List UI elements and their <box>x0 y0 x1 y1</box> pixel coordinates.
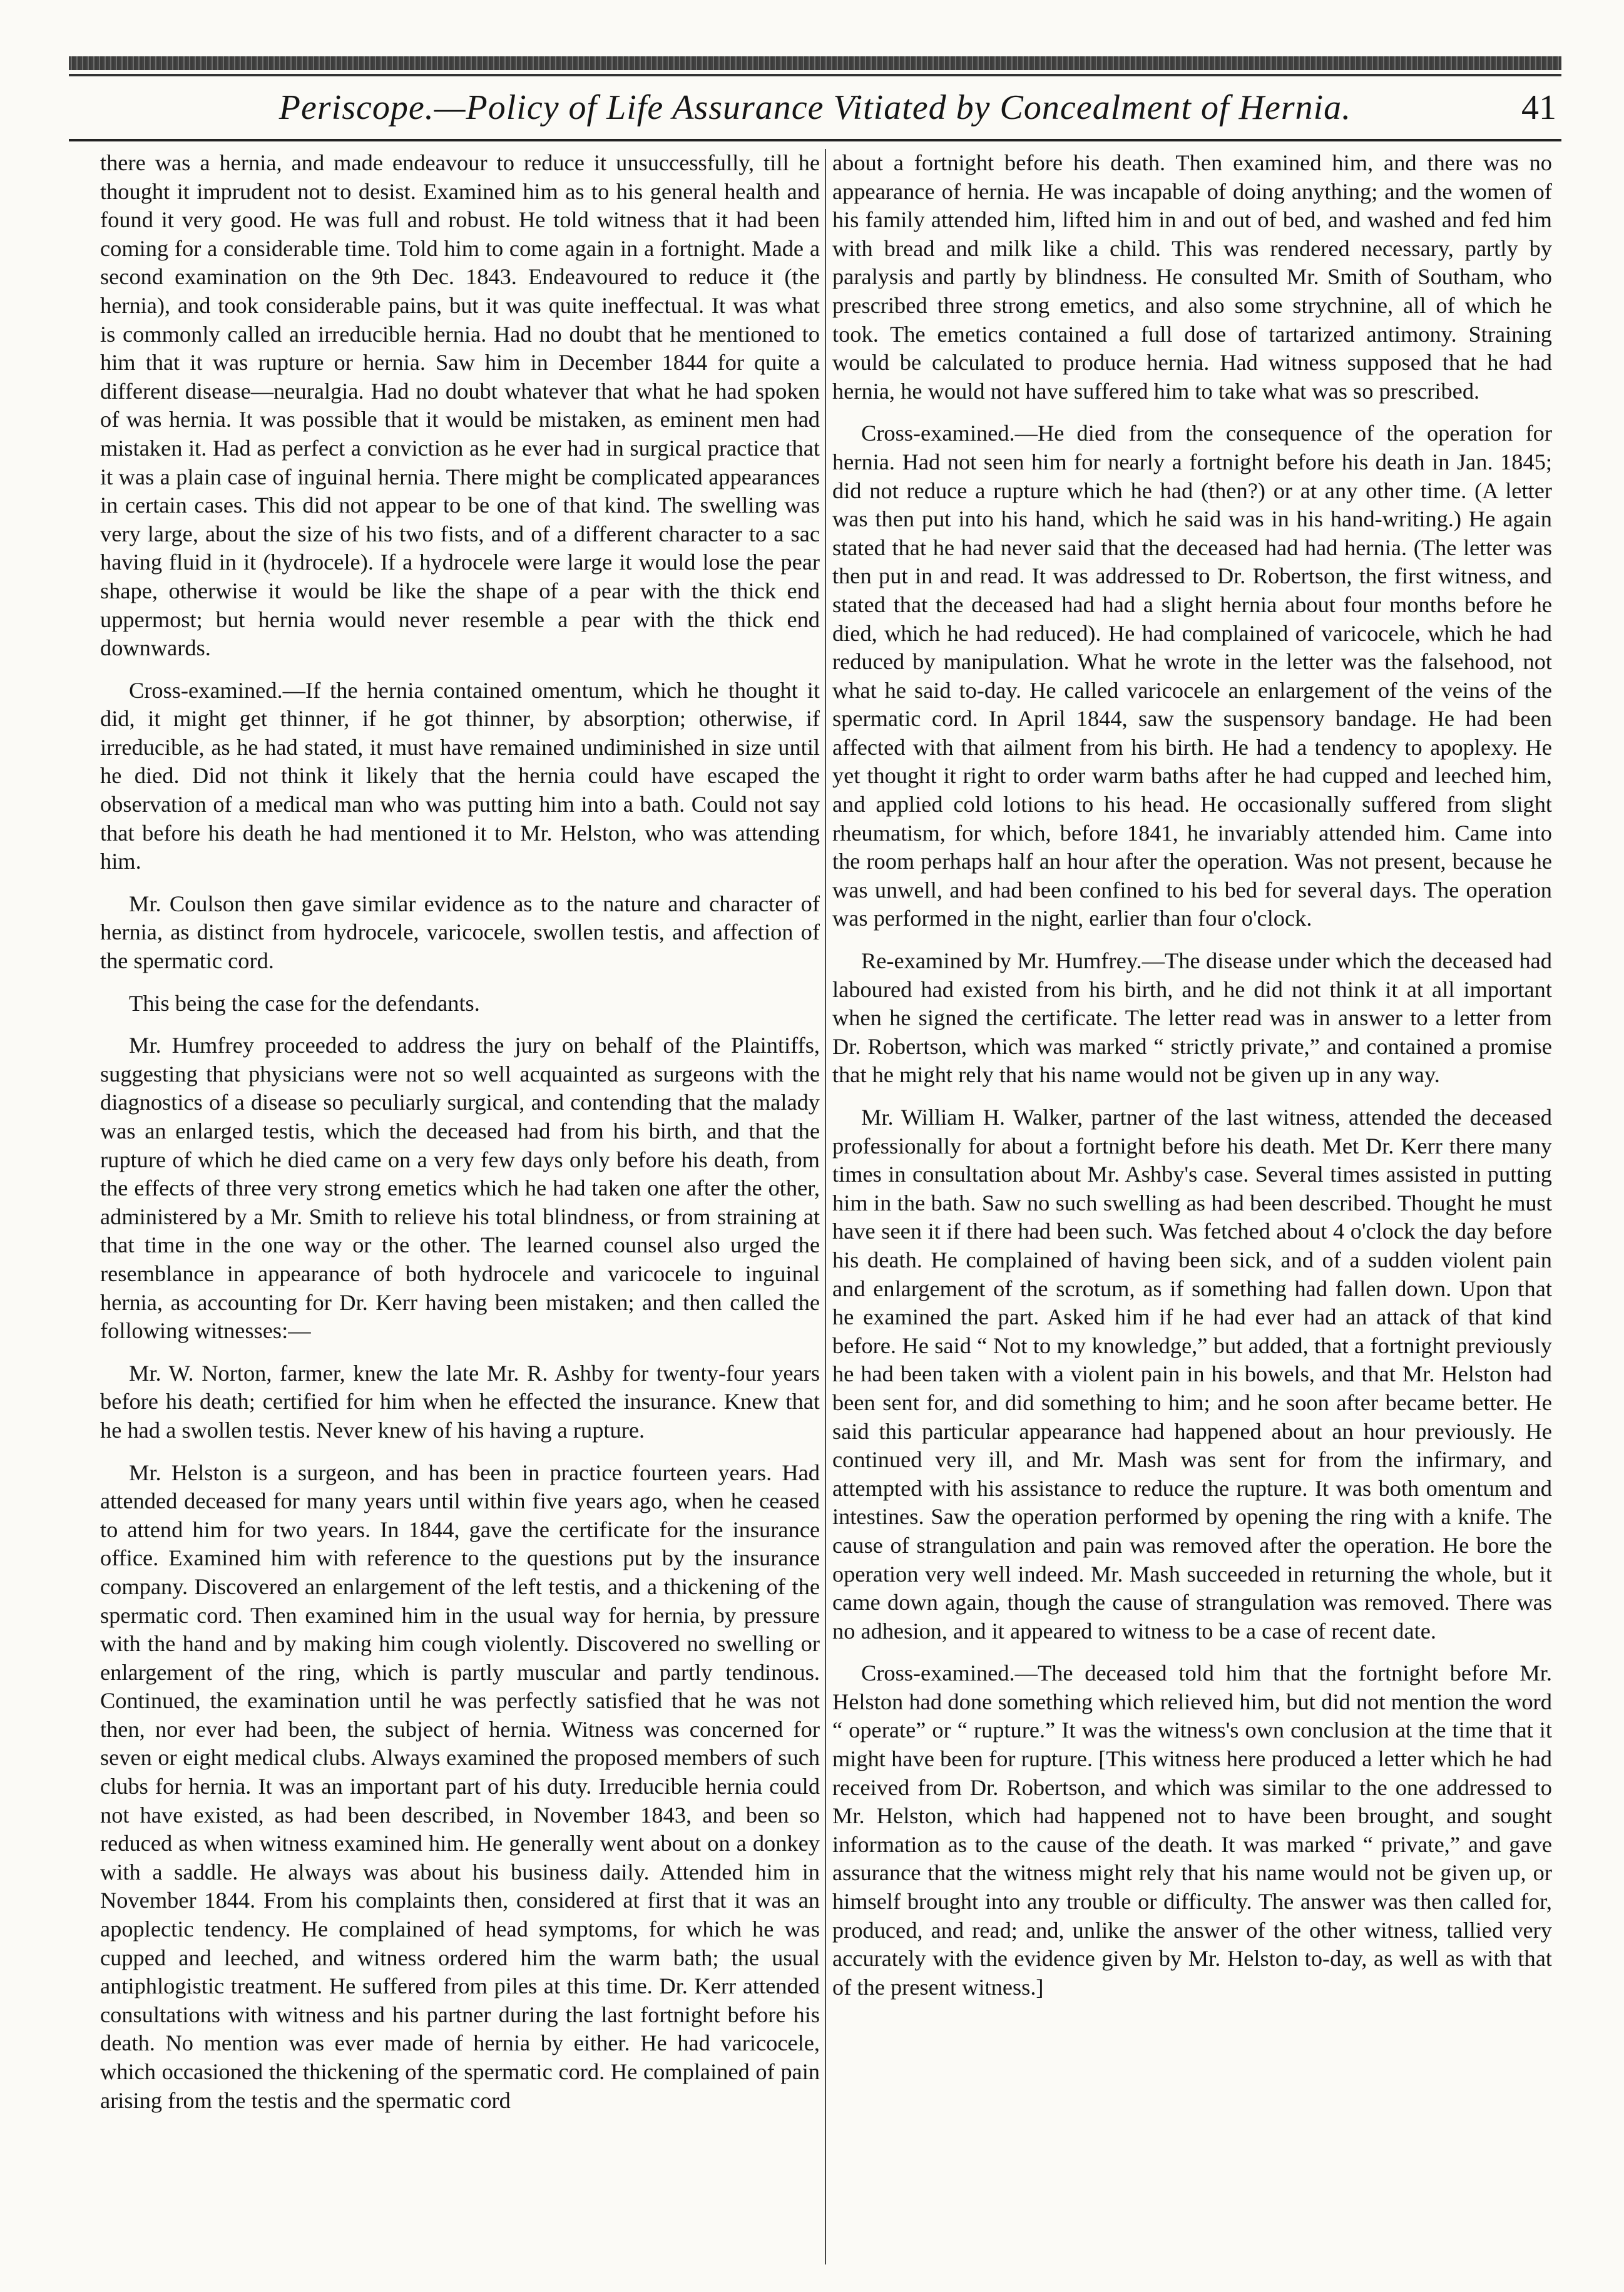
paragraph: This being the case for the defendants. <box>129 990 480 1016</box>
page-number: 41 <box>1521 88 1556 127</box>
header-rule <box>69 139 1561 141</box>
left-column <box>100 149 820 2271</box>
running-title: Periscope.—Policy of Life Assurance Vitiated by Concealment of Hernia. <box>278 88 1352 127</box>
paragraph: Mr. Coulson then gave similar evidence as to the nature and character of hernia, as distinct from hydrocele, varicocele, swollen testis, and affection of the spermatic cord. <box>100 891 820 974</box>
paragraph: Mr. W. Norton, farmer, knew the late Mr. R. Ashby for twenty-four years before his death; certified for him when he effected the insurance. Knew that he had a swollen testis. Never knew of his having a rupture. <box>100 1360 820 1443</box>
paragraph: there was a hernia, and made endeavour to reduce it unsuccessfully, till he thought it imprudent not to desist. Examined him as to his general health and found it very good. He was full and robust. He told witness that it had been coming for a considerable time. Told him to come again in a fortnight. Made a second examination on the 9th Dec. 1843. Endeavoured to reduce it (the hernia), and took considerable pains, but it was quite ineffectual. It was what is commonly called an irreducible hernia. Had no doubt that he mentioned to him that it was rupture or hernia. Saw him in December 1844 for quite a different disease—neuralgia. Had no doubt whatever that what he had spoken of was hernia. It was possible that it would be mistaken, as eminent men had mistaken it. Had as perfect a conviction as he ever had in surgical practice that it was a plain case of inguinal hernia. There might be complicated appearances in certain cases. This did not appear to be one of that kind. The swelling was very large, about the size of his two fists, and of a different character to a sac having fluid in it (hydrocele). If a hydrocele were large it would lose the pear shape, otherwise it would be like the shape of a pear with the thick end uppermost; but hernia would never resemble a pear with the thick end downwards. <box>100 150 820 661</box>
column-divider <box>825 149 826 2264</box>
paragraph: Cross-examined.—If the hernia contained omentum, which he thought it did, it might get thinner, if he got thinner, by absorption; otherwise, if irreducible, as he had stated, it must have remained undiminished in size until he died. Did not think it likely that the hernia could have escaped the observation of a medical man who was putting him into a bath. Could not say that before his death he had mentioned it to Mr. Helston, who was attending him. <box>100 677 820 874</box>
right-column <box>832 149 1552 2271</box>
page-header <box>69 83 1561 139</box>
paragraph: Cross-examined.—The deceased told him that the fortnight before Mr. Helston had done something which relieved him, but did not mention the word “ operate” or “ rupture.” It was the witness's own conclusion at the time that it might have been for rupture. [This witness here produced a letter which he had received from Dr. Robertson, and which was similar to the one addressed to Mr. Helston, which had happened not to have been brought, and sought information as to the cause of the death. It was marked “ private,” and gave assurance that the witness might rely that his name would not be given up, or himself brought into any trouble or difficulty. The answer was then called for, produced, and read; and, unlike the answer of the other witness, tallied very accurately with the evidence given by Mr. Helston to-day, as well as with that of the present witness.] <box>832 1660 1552 2000</box>
paragraph: Mr. Helston is a surgeon, and has been in practice fourteen years. Had attended deceased for many years until within five years ago, when he ceased to attend him for two years. In 1844, gave the certificate for the insurance office. Examined him with reference to the questions put by the insurance company. Discovered an enlargement of the left testis, and a thickening of the spermatic cord. Then examined him in the usual way for hernia, by pressure with the hand and by making him cough violently. Discovered no swelling or enlargement of the ring, which is partly muscular and partly tendinous. Continued, the examination until he was perfectly satisfied that he was not then, nor ever had been, the subject of hernia. Witness was concerned for seven or eight medical clubs. Always examined the proposed members of such clubs for hernia. It was an important part of his duty. Irreducible hernia could not have existed, as had been described, in November 1843, and been so reduced as when witness examined him. He generally went about on a donkey with a saddle. He always was about his business daily. Attended him in November 1844. From his complaints then, considered at first that it was an apoplectic tendency. He complained of head symptoms, for which he was cupped and leeched, and witness ordered him the warm bath; the usual antiphlogistic treatment. He suffered from piles at this time. Dr. Kerr attended consultations with witness and his partner during the last fortnight before his death. No mention was ever made of hernia by either. He had varicocele, which occasioned the thickening of the spermatic cord. He complained of pain arising from the testis and the spermatic cord <box>100 1460 820 2113</box>
paragraph: Re-examined by Mr. Humfrey.—The disease under which the deceased had laboured had existed from his birth, and he did not think it at all important when he signed the certificate. The letter read was in answer to a letter from Dr. Robertson, which was marked “ strictly private,” and contained a promise that he might rely that his name would not be given up in any way. <box>832 948 1552 1088</box>
paragraph: about a fortnight before his death. Then examined him, and there was no appearance of hernia. He was incapable of doing anything; and the women of his family attended him, lifted him in and out of bed, and washed and fed him with bread and milk like a child. This was rendered necessary, partly by paralysis and partly by blindness. He consulted Mr. Smith of Southam, who prescribed three strong emetics, and also some strychnine, all of which he took. The emetics contained a full dose of tartarized antimony. Straining would be calculated to produce hernia. Had witness supposed that he had hernia, he would not have suffered him to take what was so prescribed. <box>832 150 1552 404</box>
top-decorative-rule <box>69 56 1561 70</box>
paragraph: Cross-examined.—He died from the consequence of the operation for hernia. Had not seen him for nearly a fortnight before his death in Jan. 1845; did not reduce a rupture which he had (then?) or at any other time. (A letter was then put into his hand, which he said was in his hand-writing.) He again stated that he had never said that the deceased had had hernia. (The letter was then put in and read. It was addressed to Dr. Robertson, the first witness, and stated that the deceased had had a slight hernia about four months before he died, which he had reduced). He had complained of varicocele, which he had reduced by manipulation. What he wrote in the letter was the falsehood, not what he said to-day. He called varicocele an enlargement of the veins of the spermatic cord. In April 1844, saw the suspensory bandage. He had been affected with that ailment from his birth. He had a tendency to apoplexy. He yet thought it right to order warm baths after he had cupped and leeched him, and applied cold lotions to his head. He occasionally suffered from slight rheumatism, for which, before 1841, he invariably attended him. Came into the room perhaps half an hour after the operation. Was not present, because he was unwell, and had been confined to his bed for several days. The operation was performed in the night, earlier than four o'clock. <box>832 421 1552 931</box>
paragraph: Mr. William H. Walker, partner of the last witness, attended the deceased professionally for about a fortnight before his death. Met Dr. Kerr there many times in consultation about Mr. Ashby's case. Several times assisted in putting him in the bath. Saw no such swelling as had been described. Thought he must have seen it if there had been such. Was fetched about 4 o'clock the day before his death. He complained of having been sick, and of a sudden violent pain and enlargement of the scrotum, as if something had fallen down. Upon that he examined the part. Asked him if he had ever had an attack of that kind before. He said “ Not to my knowledge,” but added, that a fortnight previously he had been taken with a violent pain in his bowels, and that Mr. Helston had been sent for, and did something to him; and he soon after became better. He said this particular appearance had happened about an hour previously. He continued very ill, and Mr. Mash was sent for from the infirmary, and attempted with his assistance to reduce the rupture. It was both omentum and intestines. Saw the operation performed by opening the ring with a knife. The cause of strangulation and pain was removed after the operation. He bore the operation very well indeed. Mr. Mash succeeded in returning the whole, but it came down again, though the cause of strangulation was removed. There was no adhesion, and it appeared to witness to be a case of recent date. <box>832 1105 1552 1644</box>
top-thin-rule <box>69 74 1561 76</box>
paragraph: Mr. Humfrey proceeded to address the jury on behalf of the Plaintiffs, suggesting that physicians were not so well acquainted as surgeons with the diagnostics of a disease so peculiarly surgical, and contending that the malady was an enlarged testis, which the deceased had from his birth, and that the rupture of which he died came on a very few days only before his death, from the effects of three very strong emetics which he had taken one after the other, administered by a Mr. Smith to relieve his total blindness, or from straining at that time in the one way or the other. The learned counsel also urged the resemblance in appearance of both hydrocele and varicocele to inguinal hernia, as accounting for Dr. Kerr having been mistaken; and then called the following witnesses:— <box>100 1033 820 1344</box>
